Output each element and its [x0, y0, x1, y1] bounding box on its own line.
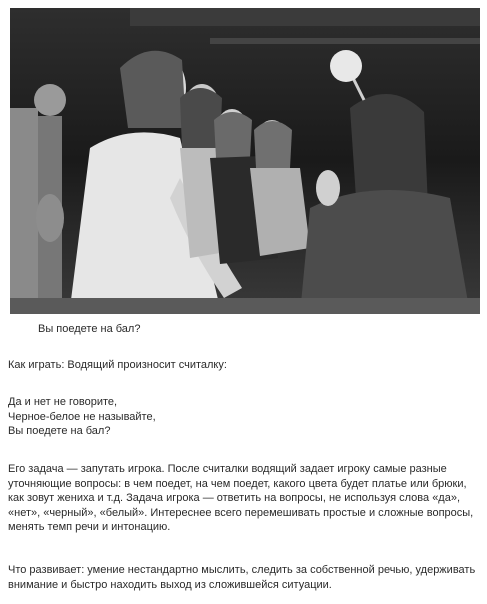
develops-line: Что развивает: умение нестандартно мыслить, следить за собственной речью, удерживать — [8, 564, 476, 576]
photo-girls-game-icon — [10, 8, 480, 314]
game-photo — [10, 8, 480, 314]
how-to-play: Как играть: Водящий произносит считалку: — [8, 359, 227, 371]
task-line: как зовут жениха и т.д. Задача игрока — ответить на вопросы, не используя слова «да», — [8, 492, 461, 505]
rhyme-line: Вы поедете на бал? — [8, 425, 111, 438]
develops-paragraph — [8, 563, 480, 592]
rhyme-line: Черное-белое не называйте, — [8, 410, 156, 423]
task-line: уточняющие вопросы: в чем поедет, на чем поедет, какого цвета будет платье или брюки, — [8, 477, 467, 490]
rhyme-line: Да и нет не говорите, — [8, 396, 118, 408]
task-line: менять темп речи и интонацию. — [8, 521, 171, 534]
rhyme-text — [8, 395, 480, 439]
develops-line: внимание и быстро находить выход из сложившейся ситуации. — [8, 578, 332, 591]
task-line: Его задача — запутать игрока. После считалки водящий задает игроку самые разные — [8, 463, 447, 475]
photo-caption: Вы поедете на бал? — [38, 323, 141, 335]
task-paragraph — [8, 462, 480, 535]
task-line: «нет», «черный», «белый». Интереснее всего перемешивать простые и сложные вопросы, — [8, 506, 474, 519]
